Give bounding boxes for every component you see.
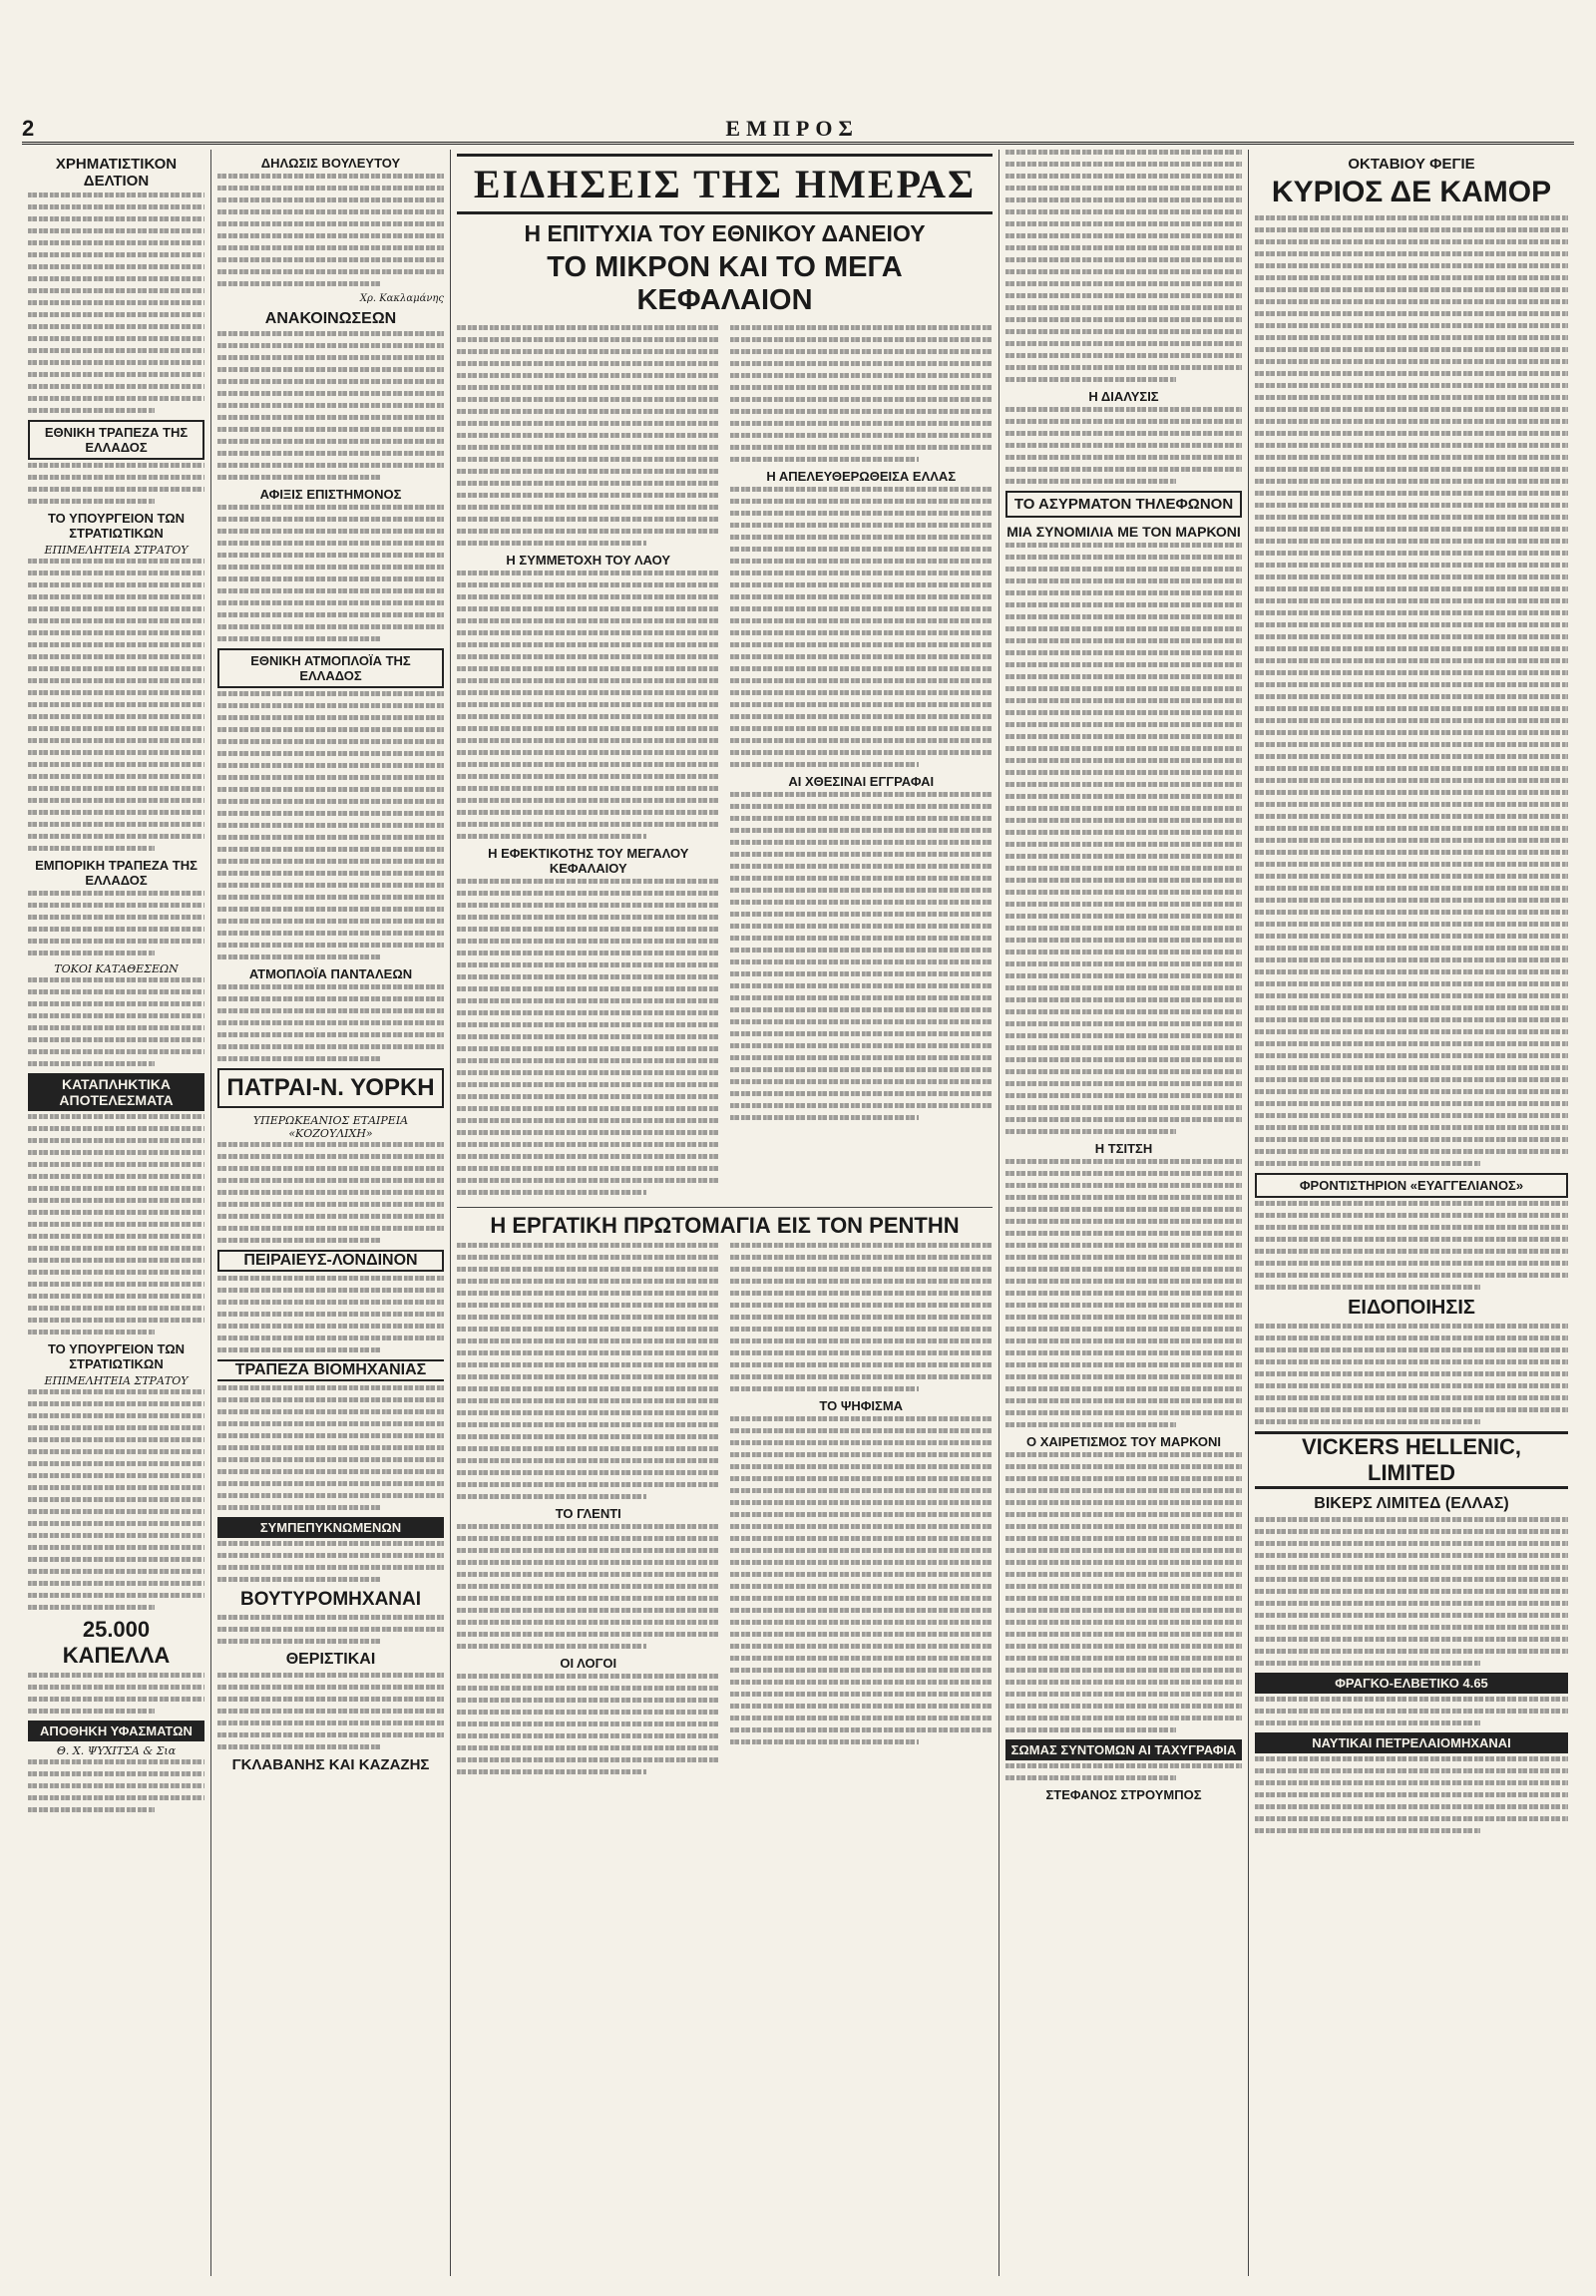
celebration-heading: ΤΟ ΓΛΕΝΤΙ [555,1506,621,1521]
page-number: 2 [22,116,35,141]
may-day-article-body [457,1243,993,1781]
column-3 [451,150,999,2276]
dissolution-heading: Η ΔΙΑΛΥΣΙΣ [1088,389,1159,404]
mp-statement-heading: ΔΗΛΩΣΙΣ ΒΟΥΛΕΥΤΟΥ [260,156,401,171]
yesterday-registrations-heading: ΑΙ ΧΘΕΣΙΝΑΙ ΕΓΓΡΑΦΑΙ [788,774,935,789]
column-4 [999,150,1249,2276]
fabric-store-name: Θ. Χ. ΨΥΧΙΤΣΑ & Σια [56,1744,177,1757]
stenography-ad-name: ΣΤΕΦΑΝΟΣ ΣΤΡΟΥΜΠΟΣ [1045,1787,1202,1802]
amazing-results-heading: ΚΑΤΑΠΛΗΚΤΙΚΑ ΑΠΟΤΕΛΕΣΜΑΤΑ [28,1073,204,1111]
people-participation-heading: Η ΣΥΜΜΕΤΟΧΗ ΤΟΥ ΛΑΟΥ [506,553,671,568]
fabric-store-heading: ΑΠΟΘΗΚΗ ΥΦΑΣΜΑΤΩΝ [28,1721,204,1741]
marconi-greeting-heading: Ο ΧΑΙΡΕΤΙΣΜΟΣ ΤΟΥ ΜΑΡΚΟΝΙ [1026,1434,1221,1449]
piraeus-london-heading: ΠΕΙΡΑΙΕΥΣ-ΛΟΝΔΙΝΟΝ [217,1250,444,1272]
serial-author-heading: ΟΚΤΑΒΙΟΥ ΦΕΓΙΕ [1348,156,1475,173]
franco-swiss-heading: ΦΡΑΓΚΟ-ΕΛΒΕΤΙΚΟ 4.65 [1255,1673,1568,1694]
vickers-heading: VICKERS HELLENIC, LIMITED [1255,1431,1568,1489]
hats-ad-heading: 25.000 ΚΑΠΕΛΛΑ [62,1617,171,1668]
column-1 [22,150,211,2276]
ministry-subheading-2: ΕΠΙΜΕΛΗΤΕΙΑ ΣΤΡΑΤΟΥ [44,1374,189,1387]
vickers-greek-heading: ΒΙΚΕΡΣ ΛΙΜΙΤΕΔ (ΕΛΛΑΣ) [1314,1495,1509,1512]
marine-oil-engines-heading: ΝΑΥΤΙΚΑΙ ΠΕΤΡΕΛΑΙΟΜΗΧΑΝΑΙ [1255,1732,1568,1753]
paper-name: ΕΜΠΡΟΣ [725,116,859,141]
stock-exchange-heading: ΧΡΗΜΑΤΙΣΤΙΚΟΝ ΔΕΛΤΙΟΝ [55,156,178,190]
national-shipping-heading: ΕΘΝΙΚΗ ΑΤΜΟΠΛΟΪΑ ΤΗΣ ΕΛΛΑΔΟΣ [217,648,444,688]
mp-signature: Χρ. Κακλαμάνης [359,293,444,304]
tutoring-heading: ΦΡΟΝΤΙΣΤΗΡΙΟΝ «ΕΥΑΓΓΕΛΙΑΝΟΣ» [1255,1173,1568,1198]
glavanis-kazazis-heading: ΓΚΛΑΒΑΝΗΣ ΚΑΙ ΚΑΖΑΖΗΣ [231,1756,430,1773]
ministry-heading-2: ΤΟ ΥΠΟΥΡΓΕΙΟΝ ΤΩΝ ΣΤΡΑΤΙΩΤΙΚΩΝ [47,1341,186,1371]
condensed-heading: ΣΥΜΠΕΠΥΚΝΩΜΕΝΩΝ [217,1517,444,1538]
national-bank-heading: ΕΘΝΙΚΗ ΤΡΑΠΕΖΑ ΤΗΣ ΕΛΛΑΔΟΣ [28,420,204,460]
pantaleon-shipping-heading: ΑΤΜΟΠΛΟΪΑ ΠΑΝΤΑΛΕΩΝ [248,966,413,981]
butter-machines-heading: ΒΟΥΤΥΡΟΜΗΧΑΝΑΙ [239,1589,422,1610]
lead-headline-2: ΤΟ ΜΙΚΡΟΝ ΚΑΙ ΤΟ ΜΕΓΑ ΚΕΦΑΛΑΙΟΝ [547,251,903,316]
news-of-the-day-banner: ΕΙΔΗΣΕΙΣ ΤΗΣ ΗΜΕΡΑΣ [457,154,993,214]
ministry-subheading-1: ΕΠΙΜΕΛΗΤΕΙΑ ΣΤΡΑΤΟΥ [44,544,189,557]
stock-exchange-text [28,192,204,413]
lead-headline-1: Η ΕΠΙΤΥΧΙΑ ΤΟΥ ΕΘΝΙΚΟΥ ΔΑΝΕΙΟΥ [524,220,926,246]
deposit-interest-heading: ΤΟΚΟΙ ΚΑΤΑΘΕΣΕΩΝ [54,962,179,975]
scientist-arrival-heading: ΑΦΙΞΙΣ ΕΠΙΣΤΗΜΟΝΟΣ [259,487,402,502]
tsitsi-heading: Η ΤΣΙΤΣΗ [1094,1141,1153,1156]
workers-may-day-headline: Η ΕΡΓΑΤΙΚΗ ΠΡΩΤΟΜΑΓΙΑ ΕΙΣ ΤΟΝ ΡΕΝΤΗΝ [490,1213,960,1238]
resolution-heading: ΤΟ ΨΗΦΙΣΜΑ [819,1398,904,1413]
patras-new-york-heading: ΠΑΤΡΑΙ-Ν. ΥΟΡΚΗ [217,1068,444,1108]
speeches-heading: ΟΙ ΛΟΓΟΙ [560,1656,617,1671]
liberated-greece-heading: Η ΑΠΕΛΕΥΘΕΡΩΘΕΙΣΑ ΕΛΛΑΣ [766,469,957,484]
lead-article-body [457,325,993,1202]
wireless-telephone-heading: ΤΟ ΑΣΥΡΜΑΤΟΝ ΤΗΛΕΦΩΝΟΝ [1005,491,1242,518]
announcements-heading: ΑΝΑΚΟΙΝΩΣΕΩΝ [264,310,397,327]
columns [22,150,1574,2276]
stenography-ad-heading: ΣΩΜΑΣ ΣΥΝΤΟΜΩΝ ΑΙ ΤΑΧΥΓΡΑΦΙΑ [1005,1739,1242,1760]
masthead [22,112,1574,145]
reapers-heading: ΘΕΡΙΣΤΙΚΑΙ [285,1651,376,1668]
column-2 [211,150,451,2276]
transoceanic-company: ΥΠΕΡΩΚΕΑΝΙΟΣ ΕΤΑΙΡΕΙΑ «ΚΟΖΟΥΛΙΧΗ» [252,1114,409,1140]
column-5 [1249,150,1574,2276]
notice-heading: ΕΙΔΟΠΟΙΗΣΙΣ [1348,1297,1475,1319]
commercial-bank-heading: ΕΜΠΟΡΙΚΗ ΤΡΑΠΕΖΑ ΤΗΣ ΕΛΛΑΔΟΣ [35,858,198,888]
big-capital-heading: Η ΕΦΕΚΤΙΚΟΤΗΣ ΤΟΥ ΜΕΓΑΛΟΥ ΚΕΦΑΛΑΙΟΥ [488,846,689,876]
serial-title: ΚΥΡΙΟΣ ΔΕ ΚΑΜΟΡ [1271,176,1552,208]
industry-bank-heading: ΤΡΑΠΕΖΑ ΒΙΟΜΗΧΑΝΙΑΣ [217,1359,444,1381]
ministry-heading-1: ΤΟ ΥΠΟΥΡΓΕΙΟΝ ΤΩΝ ΣΤΡΑΤΙΩΤΙΚΩΝ [47,511,186,541]
marconi-conversation-heading: ΜΙΑ ΣΥΝΟΜΙΛΙΑ ΜΕ ΤΟΝ ΜΑΡΚΟΝΙ [1006,524,1241,540]
